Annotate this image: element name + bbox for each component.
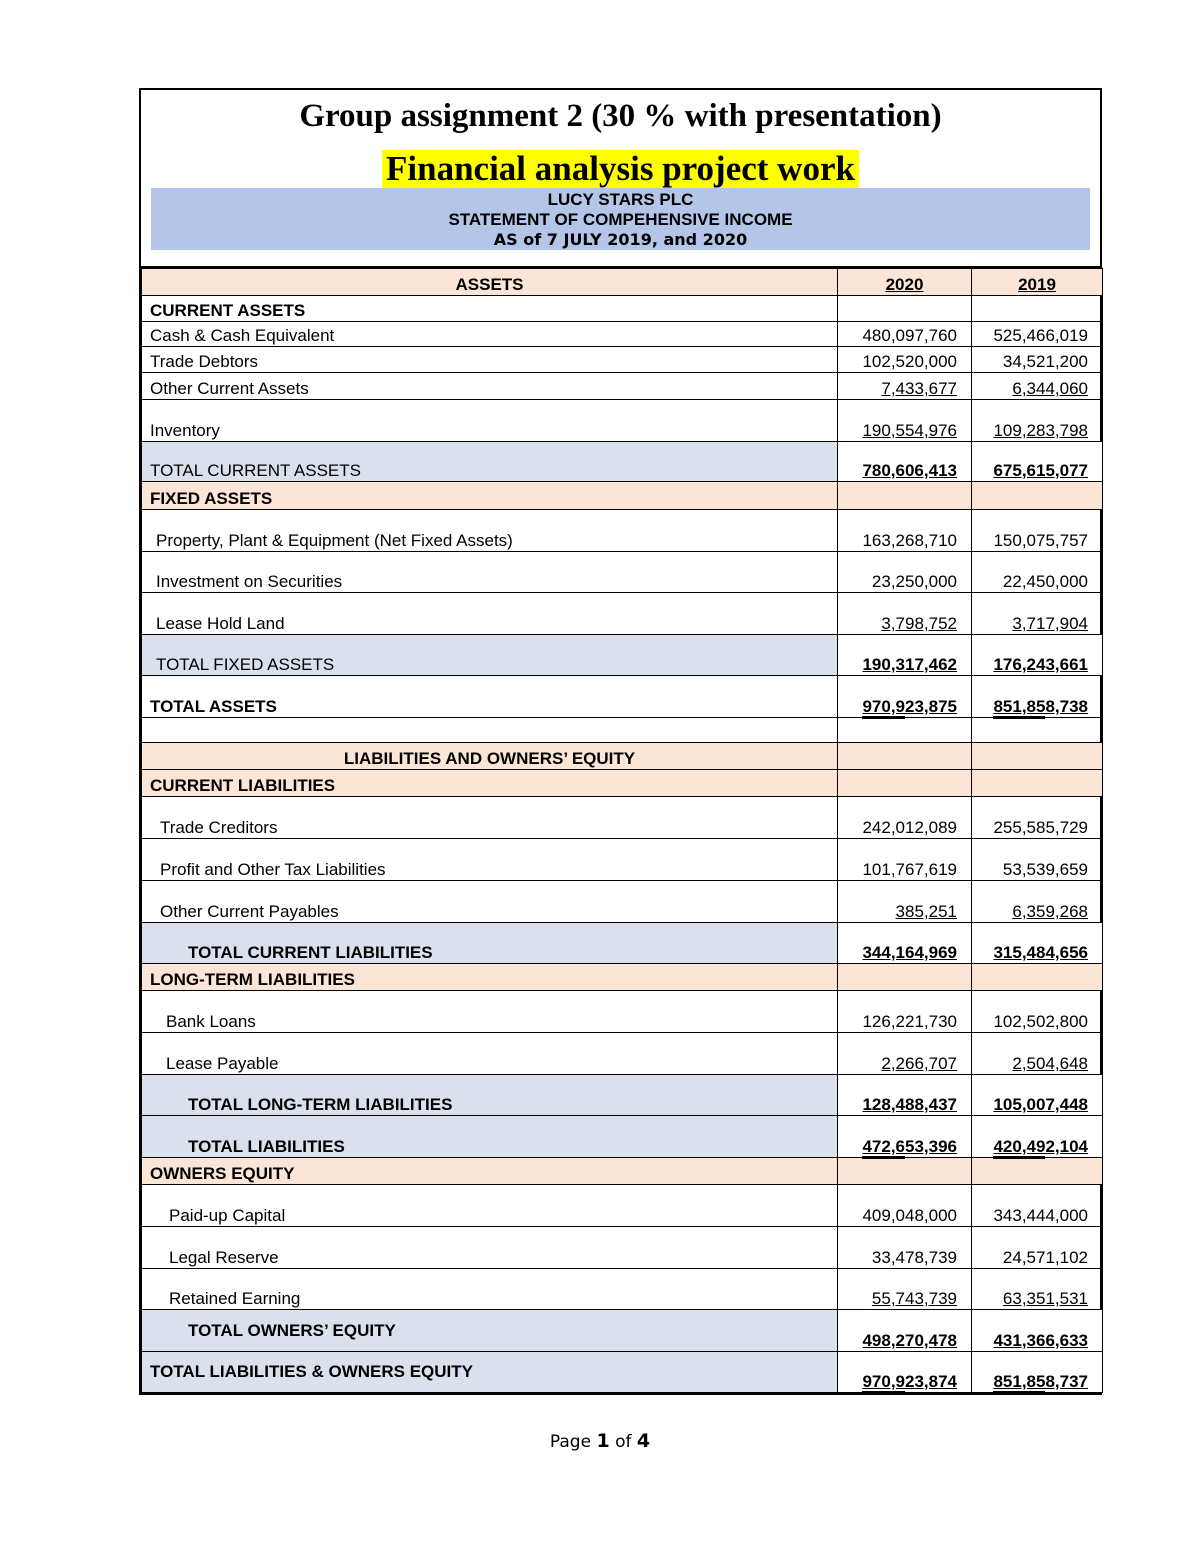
value-2019-line2: 5,729 [1045,818,1088,837]
value-2020-line2: 67,619 [905,860,957,879]
value-2019-line1: 63,35 [1002,1289,1046,1308]
value-2020-line2: 12,089 [905,818,957,837]
value-2020-line2: 78,739 [905,1248,957,1267]
sheet-header [141,90,1100,268]
section-row [142,296,1103,322]
value-2019-line1: 431,36 [993,1331,1046,1350]
fixed-assets-heading: FIXED ASSETS [142,482,838,510]
row-label: TOTAL FIXED ASSETS [142,635,838,676]
value-2019-line1: 255,58 [993,818,1046,837]
table-row [142,347,1103,373]
value-2020-line1: 2,2 [881,1054,905,1073]
year-2020-header: 2020 [885,275,924,294]
value-2020-line1: 970,9 [862,697,905,719]
value-2020-line1: 128,4 [862,1095,905,1114]
row-label: TOTAL CURRENT ASSETS [142,442,838,482]
value-2020-line1: 55,7 [871,1289,905,1308]
table-row [142,797,1103,839]
row-label: Lease Hold Land [142,593,838,635]
value-2019-line2: 0,000 [1045,572,1088,591]
page-total: 4 [636,1430,651,1452]
current-liabilities-heading: CURRENT LIABILITIES [142,770,838,797]
current-assets-heading: CURRENT ASSETS [142,296,838,322]
project-subtitle: Financial analysis project work [382,150,859,188]
of-word: of [615,1432,632,1452]
page-number: 1 [596,1430,610,1452]
total-row [142,635,1103,676]
section-row [142,482,1103,510]
value-2019-line2: 6,633 [1045,1331,1088,1350]
table-header-row [142,269,1103,296]
value-2019-line2: 4,656 [1045,943,1088,962]
table-row [142,510,1103,552]
value-2020-line2: 53,396 [905,1137,957,1156]
value-2019-line2: 2,104 [1045,1137,1088,1156]
table-row [142,552,1103,593]
row-label: TOTAL LONG-TERM LIABILITIES [142,1075,838,1116]
value-2019-line1: 2,50 [1012,1054,1046,1073]
value-2020-line1: 970,9 [862,1372,905,1394]
value-2019-line1: 3,71 [1012,614,1046,633]
statement-banner [151,188,1090,250]
total-row [142,1116,1103,1158]
row-label: TOTAL CURRENT LIABILITIES [142,923,838,964]
assignment-title: Group assignment 2 (30 % with presentation) [299,98,942,134]
row-label: Inventory [142,400,838,442]
value-2019-line2: 8,738 [1045,697,1088,716]
year-2019-header: 2019 [1018,275,1056,294]
row-label: Trade Debtors [142,347,838,373]
row-label: Legal Reserve [142,1227,838,1269]
value-2020-line1: 498,2 [862,1331,905,1350]
row-label: Other Current Payables [142,881,838,923]
row-label: Trade Creditors [142,797,838,839]
value-2019-line2: 7,448 [1045,1095,1088,1114]
total-row [142,1352,1103,1393]
value-2020-line2: 21,730 [905,1012,957,1031]
value-2020-line2: 50,000 [905,572,957,591]
total-row [142,1310,1103,1352]
value-2019: 675,615,077 [993,461,1088,480]
value-2020-line2: 17,462 [905,655,957,674]
table-row [142,881,1103,923]
value-2019-line2: 4,648 [1045,1054,1088,1073]
value-2019-line1: 851,85 [993,697,1045,719]
value-2019-line1: 24,57 [1002,1248,1046,1267]
spacer-row [142,718,1103,743]
total-row [142,442,1103,482]
value-2020-line1: 33,4 [871,1248,905,1267]
value-2019-line1: 22,45 [1002,572,1046,591]
value-2020-line2: 23,875 [905,697,957,716]
value-2019-line1: 102,50 [993,1012,1046,1031]
statement-name: STATEMENT OF COMPEHENSIVE INCOME [448,210,793,229]
value-2019-line2: 5,757 [1045,531,1088,550]
total-row [142,676,1103,718]
page-word: Page [549,1432,592,1452]
total-row [142,923,1103,964]
section-row [142,1158,1103,1185]
row-label: Paid-up Capital [142,1185,838,1227]
table-row [142,373,1103,400]
table-row [142,400,1103,442]
value-2019-line1: 420,49 [993,1137,1045,1159]
total-row [142,1075,1103,1116]
value-2020-line1: 409,0 [862,1206,905,1225]
value-2019-line1: 6,35 [1012,902,1046,921]
value-2020-line1: 3,7 [881,614,905,633]
value-2020-line2: 64,969 [905,943,957,962]
value-2020-line2: 43,739 [905,1289,957,1308]
row-label: Retained Earning [142,1269,838,1310]
long-term-heading: LONG-TERM LIABILITIES [142,964,838,991]
row-label: Investment on Securities [142,552,838,593]
value-2020-line1: 126,2 [862,1012,905,1031]
value-2020-line2: 85,251 [905,902,957,921]
value-2020-line2: 98,752 [905,614,957,633]
value-2020: 480,097,760 [838,322,972,347]
row-label: Lease Payable [142,1033,838,1075]
section-row [142,770,1103,797]
value-2019-line2: 1,531 [1045,1289,1088,1308]
value-2020-line2: 6 [947,421,957,440]
value-2019-line2: 4,000 [1045,1206,1088,1225]
table-row [142,1185,1103,1227]
company-name: LUCY STARS PLC [547,190,694,209]
value-2019-line1: 53,53 [1002,860,1046,879]
value-2020-line2: 68,710 [905,531,957,550]
value-2020-line2: 48,000 [905,1206,957,1225]
row-label: TOTAL ASSETS [142,676,838,718]
value-2019-line2: 1,102 [1045,1248,1088,1267]
table-row [142,991,1103,1033]
value-2019-line2: 3,661 [1045,655,1088,674]
value-2020: 7,433,677 [881,379,957,398]
value-2019: 525,466,019 [972,322,1103,347]
financial-sheet [139,88,1102,1395]
row-label: TOTAL LIABILITIES & OWNERS EQUITY [142,1352,838,1393]
row-label: TOTAL LIABILITIES [142,1116,838,1158]
value-2020-line1: 101,7 [862,860,905,879]
section-row [142,964,1103,991]
assets-header: ASSETS [142,269,838,296]
value-2020-line1: 344,1 [862,943,905,962]
table-row [142,839,1103,881]
subtitle-wrap [141,150,1100,188]
value-2019-line1: 343,44 [993,1206,1046,1225]
value-2019-line2: 9,659 [1045,860,1088,879]
liabilities-header-row [142,743,1103,770]
table-row [142,1227,1103,1269]
value-2019-line1: 150,07 [993,531,1046,550]
value-2019-line1: 851,85 [993,1372,1045,1394]
balance-sheet-table [141,268,1103,1393]
value-2020-line1: 190,554,97 [862,421,948,440]
value-2019: 109,283,798 [993,421,1088,440]
liabilities-header: LIABILITIES AND OWNERS’ EQUITY [142,743,838,770]
value-2020: 102,520,000 [838,347,972,373]
value-2019-line1: 176,24 [993,655,1046,674]
value-2020-line1: 472,6 [862,1137,905,1159]
row-label: TOTAL OWNERS’ EQUITY [142,1310,838,1352]
value-2019-line2: 2,800 [1045,1012,1088,1031]
value-2020-line2: 23,874 [905,1372,957,1391]
value-2019-line1: 315,48 [993,943,1046,962]
value-2020-line2: 3 [947,461,957,480]
value-2019: 6,344,060 [1012,379,1088,398]
value-2019-line2: 9,268 [1045,902,1088,921]
value-2019-line2: 8,737 [1045,1372,1088,1391]
row-label: Property, Plant & Equipment (Net Fixed Assets) [142,510,838,552]
value-2019-line2: 7,904 [1045,614,1088,633]
table-row [142,593,1103,635]
row-label: Profit and Other Tax Liabilities [142,839,838,881]
value-2019: 34,521,200 [972,347,1103,373]
table-row [142,1269,1103,1310]
value-2019-line1: 105,00 [993,1095,1046,1114]
row-label: Cash & Cash Equivalent [142,322,838,347]
value-2020-line1: 163,2 [862,531,905,550]
row-label: Bank Loans [142,991,838,1033]
value-2020-line1: 190,3 [862,655,905,674]
value-2020-line1: 23,2 [871,572,905,591]
page-footer [0,1430,1200,1452]
value-2020-line2: 88,437 [905,1095,957,1114]
value-2020-line1: 242,0 [862,818,905,837]
row-label: Other Current Assets [142,373,838,400]
value-2020-line1: 780,606,41 [862,461,948,480]
table-row [142,1033,1103,1075]
value-2020-line1: 3 [895,902,905,921]
value-2020-line2: 70,478 [905,1331,957,1350]
table-row [142,322,1103,347]
statement-date: AS of 7 JULY 2019, and 2020 [493,230,748,249]
owners-equity-heading: OWNERS EQUITY [142,1158,838,1185]
value-2020-line2: 66,707 [905,1054,957,1073]
